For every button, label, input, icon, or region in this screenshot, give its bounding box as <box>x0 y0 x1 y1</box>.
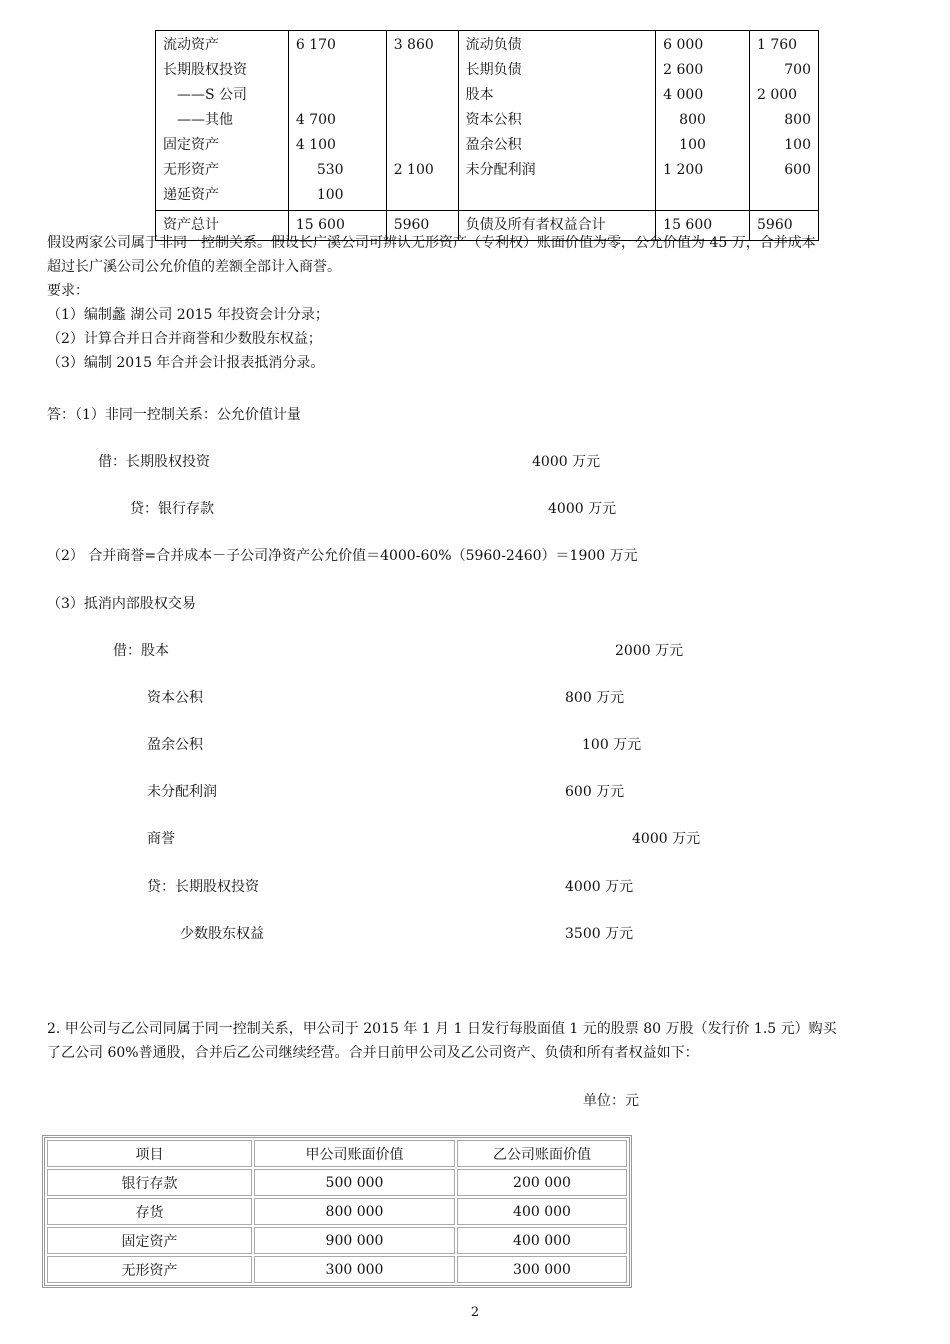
value-cell: 800 000 <box>254 1198 455 1225</box>
total-value: 5960 <box>386 211 458 241</box>
value-cell <box>394 133 451 158</box>
asset-item: ——S 公司 <box>177 87 248 103</box>
answer-2-goodwill: （2） 合并商誉=合并成本－子公司净资产公允价值＝4000-60%（5960-2460）＝1900 万元 <box>47 548 638 564</box>
table-header-row <box>47 1140 627 1167</box>
value-cell <box>296 83 379 108</box>
item-cell: 存货 <box>47 1198 252 1225</box>
elim-entry-amount: 4000 万元 <box>565 879 634 895</box>
liability-item: 股本 <box>465 87 494 103</box>
paragraph-line: 超过长广溪公司公允价值的差额全部计入商誉。 <box>47 259 341 275</box>
value-cell: 2 600 <box>663 62 704 78</box>
elim-entry-amount: 800 万元 <box>565 690 625 706</box>
elim-entry-amount: 2000 万元 <box>615 643 684 659</box>
journal-debit-label: 借：长期股权投资 <box>98 454 210 470</box>
elim-entry-label: 未分配利润 <box>147 784 217 800</box>
liability-item: 流动负债 <box>465 37 522 53</box>
value-cell: 900 000 <box>254 1227 455 1254</box>
page-number: 2 <box>470 1305 480 1320</box>
value-cell <box>394 183 451 208</box>
elim-entry-amount: 3500 万元 <box>565 926 634 942</box>
col-asset-items <box>156 31 289 211</box>
value-cell <box>663 183 742 208</box>
journal-credit-amount: 4000 万元 <box>548 501 617 517</box>
requirement-item: （3）编制 2015 年合并会计报表抵消分录。 <box>47 355 325 371</box>
elim-entry-label: 资本公积 <box>147 690 203 706</box>
value-cell: 300 000 <box>457 1256 627 1283</box>
elim-entry-label: 少数股东权益 <box>180 926 264 942</box>
item-cell: 无形资产 <box>47 1256 252 1283</box>
requirements-title: 要求： <box>47 283 89 299</box>
journal-debit-amount: 4000 万元 <box>532 454 601 470</box>
column-header: 项目 <box>47 1140 252 1167</box>
table-row <box>47 1227 627 1254</box>
liability-item: 资本公积 <box>465 112 522 128</box>
problem-paragraph <box>47 231 932 375</box>
value-cell: 800 <box>784 112 811 128</box>
col-sub-assets <box>386 31 458 211</box>
col-parent-liabilities <box>656 31 750 211</box>
unit-label: 单位：元 <box>583 1093 639 1109</box>
asset-item: 无形资产 <box>163 162 219 178</box>
value-cell <box>394 58 451 83</box>
total-label: 资产总计 <box>156 211 289 241</box>
asset-item: 长期股权投资 <box>163 62 247 78</box>
paragraph-line: 了乙公司 60%普通股，合并后乙公司继续经营。合并日前甲公司及乙公司资产、负债和所有者权益如下： <box>47 1045 699 1061</box>
balance-body-row <box>156 31 819 211</box>
value-cell <box>394 108 451 133</box>
elim-entry-label: 贷：长期股权投资 <box>147 879 259 895</box>
total-value: 15 600 <box>288 211 386 241</box>
value-cell: 4 100 <box>295 137 336 153</box>
asset-item: 流动资产 <box>163 37 219 53</box>
value-cell: 100 <box>784 137 811 153</box>
value-cell <box>394 83 451 108</box>
value-cell: 6 000 <box>663 37 704 53</box>
value-cell: 400 000 <box>457 1198 627 1225</box>
value-cell <box>296 58 379 83</box>
total-label: 负债及所有者权益合计 <box>458 211 656 241</box>
value-cell: 600 <box>784 162 811 178</box>
value-cell: 200 000 <box>457 1169 627 1196</box>
value-cell: 4 700 <box>295 112 336 128</box>
value-cell: 2 100 <box>393 162 434 178</box>
elim-entry-label: 商誉 <box>147 831 175 847</box>
value-cell: 400 000 <box>457 1227 627 1254</box>
requirement-item: （1）编制蠡 湖公司 2015 年投资会计分录； <box>47 307 329 323</box>
table-row <box>47 1256 627 1283</box>
value-cell: 300 000 <box>254 1256 455 1283</box>
answer-3-heading: （3）抵消内部股权交易 <box>47 596 196 612</box>
col-sub-liabilities <box>750 31 819 211</box>
answer-1-heading: 答：（1）非同一控制关系：公允价值计量 <box>47 407 301 423</box>
total-value: 5960 <box>750 211 819 241</box>
asset-item: 固定资产 <box>163 137 219 153</box>
value-cell: 3 860 <box>393 37 434 53</box>
paragraph-line: 假设两家公司属于非同一控制关系。假设长广溪公司可辨认无形资产（专利权）账面价值为零，公允价值为 45 万，合并成本 <box>47 235 816 251</box>
value-cell: 800 <box>679 112 706 128</box>
liability-item <box>466 183 649 208</box>
value-cell: 700 <box>784 62 811 78</box>
column-header: 乙公司账面价值 <box>457 1140 627 1167</box>
value-cell: 6 170 <box>295 37 336 53</box>
elim-entry-amount: 600 万元 <box>565 784 625 800</box>
value-cell: 100 <box>316 187 344 203</box>
item-cell: 银行存款 <box>47 1169 252 1196</box>
col-parent-assets <box>288 31 386 211</box>
col-liability-items <box>458 31 656 211</box>
question-2-paragraph <box>47 1017 932 1065</box>
company-book-value-table <box>42 1135 632 1288</box>
table-row <box>47 1198 627 1225</box>
item-cell: 固定资产 <box>47 1227 252 1254</box>
value-cell <box>757 183 811 208</box>
value-cell: 500 000 <box>254 1169 455 1196</box>
liability-item: 盈余公积 <box>465 137 522 153</box>
liability-item: 长期负债 <box>465 62 522 78</box>
liability-item: 未分配利润 <box>465 162 536 178</box>
asset-item: ——其他 <box>177 112 233 128</box>
paragraph-line: 2. 甲公司与乙公司同属于同一控制关系，甲公司于 2015 年 1 月 1 日发行每股面值 1 元的股票 80 万股（发行价 1.5 元）购买 <box>47 1021 837 1037</box>
value-cell: 530 <box>316 162 344 178</box>
journal-credit-label: 贷：银行存款 <box>130 501 214 517</box>
balance-table <box>155 30 819 241</box>
elim-entry-label: 借：股本 <box>113 643 169 659</box>
elim-entry-amount: 4000 万元 <box>632 831 701 847</box>
value-cell: 2 000 <box>757 87 798 103</box>
total-value: 15 600 <box>656 211 750 241</box>
requirement-item: （2）计算合并日合并商誉和少数股东权益； <box>47 331 322 347</box>
value-cell: 4 000 <box>663 87 704 103</box>
asset-item: 递延资产 <box>163 187 219 203</box>
column-header: 甲公司账面价值 <box>254 1140 455 1167</box>
value-cell: 1 200 <box>663 162 704 178</box>
elim-entry-amount: 100 万元 <box>582 737 642 753</box>
table-row <box>47 1169 627 1196</box>
value-cell: 100 <box>679 137 706 153</box>
elim-entry-label: 盈余公积 <box>147 737 203 753</box>
value-cell: 1 760 <box>757 37 798 53</box>
